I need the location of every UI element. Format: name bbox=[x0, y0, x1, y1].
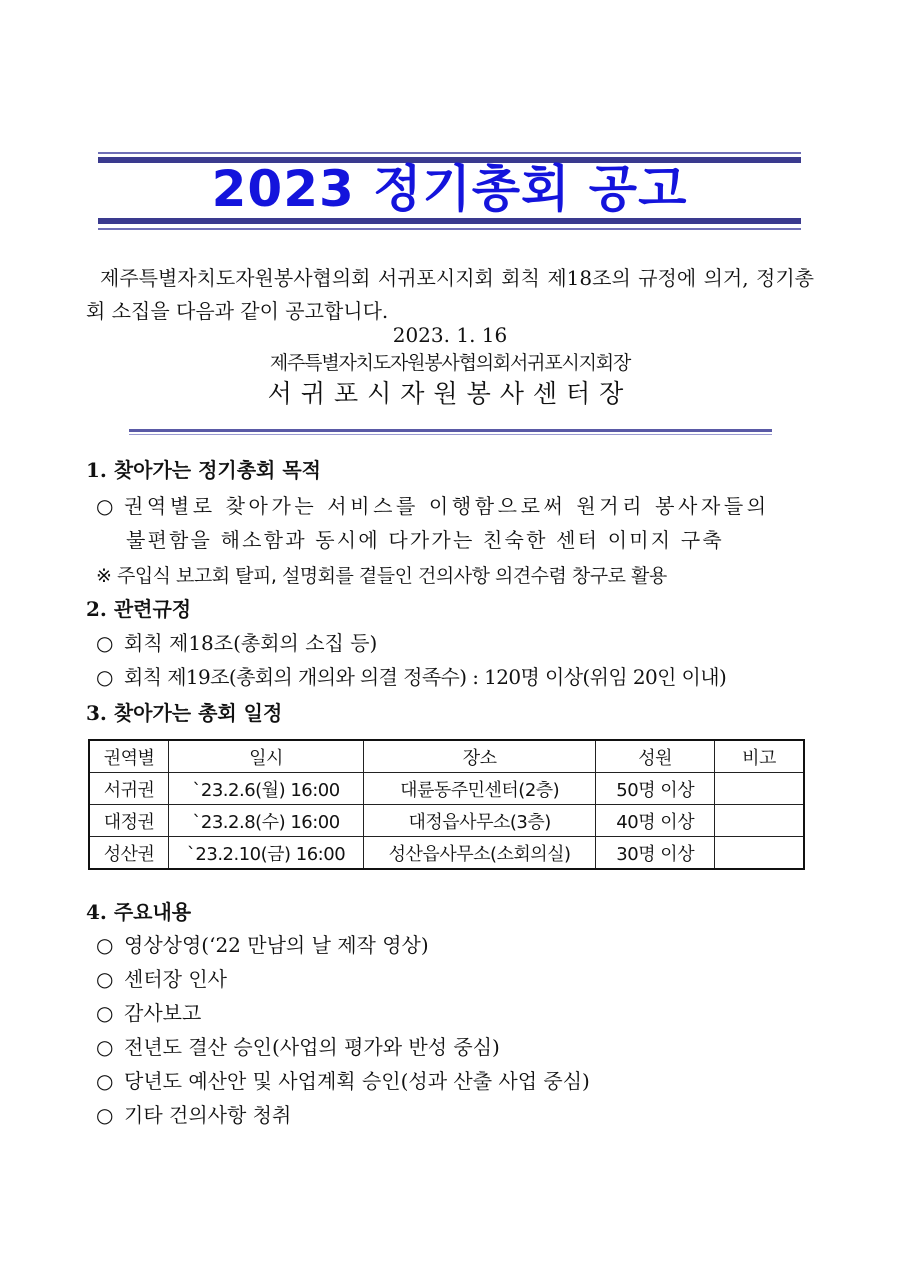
section4-item-6 bbox=[96, 1100, 291, 1130]
section4-heading: 4. 주요내용 bbox=[86, 900, 192, 924]
bullet-circle-icon: ○ bbox=[96, 1069, 114, 1093]
table-header-cell: 성원 bbox=[596, 740, 715, 773]
table-cell: `23.2.10(금) 16:00 bbox=[169, 837, 364, 870]
section1-note: ※ 주입식 보고회 탈피, 설명회를 곁들인 건의사항 의견수렴 창구로 활용 bbox=[96, 565, 667, 587]
table-cell: 성산읍사무소(소회의실) bbox=[363, 837, 596, 870]
section2-item-text: 회칙 제19조(총회의 개의와 의결 정족수) : 120명 이상(위임 20인 이내) bbox=[124, 665, 727, 689]
section4-item-text: 전년도 결산 승인(사업의 평가와 반성 중심) bbox=[124, 1035, 500, 1059]
table-row bbox=[89, 837, 804, 870]
bullet-circle-icon: ○ bbox=[96, 1103, 114, 1127]
bullet-circle-icon: ○ bbox=[96, 1035, 114, 1059]
intro-paragraph: 제주특별자치도자원봉사협의회 서귀포시지회 회칙 제18조의 규정에 의거, 정기총회 소집을 다음과 같이 공고합니다. bbox=[86, 266, 814, 323]
section4-item-1 bbox=[96, 930, 429, 960]
table-row bbox=[89, 773, 804, 805]
section4-item-text: 영상상영(‘22 만남의 날 제작 영상) bbox=[124, 933, 429, 957]
schedule-table bbox=[88, 739, 805, 870]
table-header-row bbox=[89, 740, 804, 773]
section4-item-3 bbox=[96, 998, 201, 1028]
table-cell: 50명 이상 bbox=[596, 773, 715, 805]
bullet-circle-icon: ○ bbox=[96, 631, 114, 655]
divider-thick bbox=[129, 429, 772, 432]
table-cell: 대륜동주민센터(2층) bbox=[363, 773, 596, 805]
section2-item-text: 회칙 제18조(총회의 소집 등) bbox=[124, 631, 378, 655]
bullet-circle-icon: ○ bbox=[96, 494, 114, 518]
table-cell: 성산권 bbox=[89, 837, 169, 870]
table-cell: 서귀권 bbox=[89, 773, 169, 805]
page-title: 2023 정기총회 공고 bbox=[211, 160, 688, 218]
section4-item-4 bbox=[96, 1032, 500, 1062]
table-cell: 대정읍사무소(3층) bbox=[363, 805, 596, 837]
section4-item-2 bbox=[96, 964, 227, 994]
section2-heading: 2. 관련규정 bbox=[86, 597, 192, 621]
title-rule-top-thin bbox=[98, 152, 801, 154]
table-cell bbox=[715, 837, 805, 870]
bullet-circle-icon: ○ bbox=[96, 1001, 114, 1025]
section4-item-text: 센터장 인사 bbox=[124, 967, 227, 991]
section4-item-text: 감사보고 bbox=[124, 1001, 202, 1025]
table-cell bbox=[715, 805, 805, 837]
section4-item-text: 기타 건의사항 청취 bbox=[124, 1103, 292, 1127]
table-header-cell: 비고 bbox=[715, 740, 805, 773]
announcement-date: 2023. 1. 16 bbox=[392, 323, 508, 347]
section3-heading: 3. 찾아가는 총회 일정 bbox=[86, 701, 283, 725]
title-rule-bottom-thin bbox=[98, 228, 801, 230]
title-rule-bottom-thick bbox=[98, 218, 801, 224]
bullet-circle-icon: ○ bbox=[96, 665, 113, 689]
table-cell: `23.2.8(수) 16:00 bbox=[169, 805, 364, 837]
section2-item-1 bbox=[96, 628, 377, 658]
signatory-line-2: 서귀포시자원봉사센터장 bbox=[267, 379, 633, 408]
divider-thin bbox=[129, 434, 772, 435]
section1-item-text-1: 권역별로 찾아가는 서비스를 이행함으로써 원거리 봉사자들의 bbox=[124, 494, 770, 518]
section1-item-line2 bbox=[126, 525, 724, 555]
table-cell: 대정권 bbox=[89, 805, 169, 837]
section4-item-5 bbox=[96, 1066, 590, 1096]
table-row bbox=[89, 805, 804, 837]
section1-heading: 1. 찾아가는 정기총회 목적 bbox=[86, 458, 321, 482]
table-header-cell: 권역별 bbox=[89, 740, 169, 773]
section4-item-text: 당년도 예산안 및 사업계획 승인(성과 산출 사업 중심) bbox=[124, 1069, 590, 1093]
section1-item-line1 bbox=[96, 491, 814, 521]
table-cell: 30명 이상 bbox=[596, 837, 715, 870]
section2-item-2 bbox=[96, 662, 726, 692]
table-header-cell: 일시 bbox=[169, 740, 364, 773]
table-header-cell: 장소 bbox=[363, 740, 596, 773]
table-cell: `23.2.6(월) 16:00 bbox=[169, 773, 364, 805]
bullet-circle-icon: ○ bbox=[96, 967, 114, 991]
table-cell: 40명 이상 bbox=[596, 805, 715, 837]
bullet-circle-icon: ○ bbox=[96, 933, 114, 957]
section1-item-text-2: 불편함을 해소함과 동시에 다가가는 친숙한 센터 이미지 구축 bbox=[126, 528, 724, 552]
table-cell bbox=[715, 773, 805, 805]
signatory-line-1: 제주특별자치도자원봉사협의회서귀포시지회장 bbox=[269, 352, 631, 374]
